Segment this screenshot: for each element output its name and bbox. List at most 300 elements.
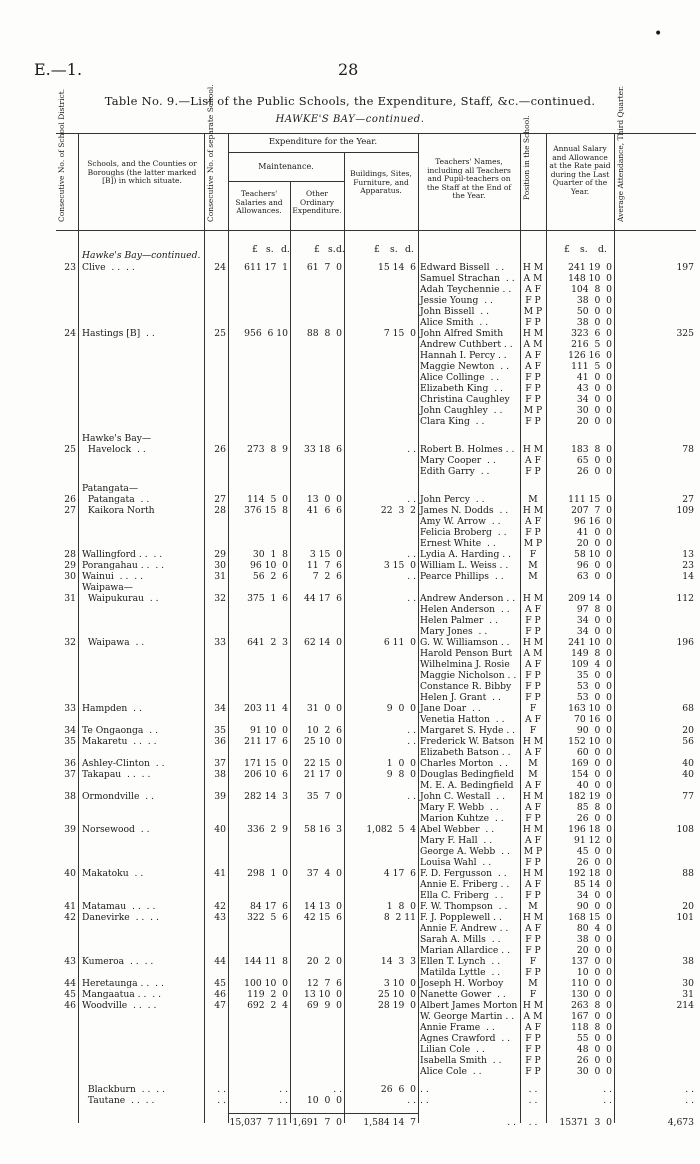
teachers-salaries: 322 5 6 bbox=[247, 912, 288, 923]
teacher-name: Matilda Lyttle . . bbox=[420, 967, 501, 978]
school-name: Te Ongaonga . . bbox=[82, 725, 158, 736]
school-number: . . bbox=[217, 1095, 226, 1106]
teacher-position: M bbox=[528, 758, 538, 769]
teacher-name: Alice Collinge . . bbox=[420, 372, 500, 383]
other-expenditure: 20 2 0 bbox=[306, 956, 342, 967]
other-expenditure: 10 2 6 bbox=[306, 725, 342, 736]
teacher-position: A F bbox=[525, 747, 541, 758]
average-attendance: 112 bbox=[676, 593, 694, 604]
annual-salary: 91 12 0 bbox=[574, 835, 612, 846]
buildings-expenditure: 6 11 0 bbox=[383, 637, 416, 648]
school-number: 31 bbox=[214, 571, 226, 582]
expenditure-rule bbox=[228, 152, 418, 153]
school-name: Ormondville . . bbox=[82, 791, 155, 802]
buildings-expenditure: 9 0 0 bbox=[386, 703, 416, 714]
school-number: 46 bbox=[214, 989, 226, 1000]
teacher-position: H M bbox=[522, 444, 544, 455]
school-name: Hampden . . bbox=[82, 703, 142, 714]
document-reference: E.—1. bbox=[34, 60, 83, 79]
school-name: Havelock . . bbox=[82, 444, 146, 455]
teachers-salaries: 96 10 0 bbox=[250, 560, 288, 571]
other-expenditure: 7 2 6 bbox=[312, 571, 342, 582]
teacher-name: John Caughley . . bbox=[420, 405, 503, 416]
average-attendance: 38 bbox=[682, 956, 694, 967]
teacher-name: Jane Doar . . bbox=[420, 703, 481, 714]
average-attendance: 30 bbox=[682, 978, 694, 989]
total-attendance: 4,673 bbox=[667, 1117, 694, 1128]
school-name: Waipukurau . . bbox=[82, 593, 159, 604]
school-name: Patangata . . bbox=[82, 494, 150, 505]
school-name: Ashley-Clinton . . bbox=[82, 758, 165, 769]
school-name: Wallingford . . . . bbox=[82, 549, 163, 560]
school-name: Patangata— bbox=[82, 483, 139, 494]
header-position: Position in the School. bbox=[522, 115, 531, 200]
average-attendance: 109 bbox=[676, 505, 694, 516]
teacher-position: A F bbox=[525, 284, 541, 295]
school-name: Waipawa . . bbox=[82, 637, 145, 648]
column-rule bbox=[78, 133, 79, 1123]
teacher-name: Lydia A. Harding . . bbox=[420, 549, 512, 560]
buildings-expenditure: . . bbox=[407, 494, 416, 505]
teacher-name: Amy W. Arrow . . bbox=[420, 516, 501, 527]
annual-salary: 26 0 0 bbox=[576, 466, 612, 477]
district-number: 34 bbox=[64, 725, 76, 736]
teacher-position: H M bbox=[522, 637, 544, 648]
teacher-position: M bbox=[528, 571, 538, 582]
teacher-position: A F bbox=[525, 923, 541, 934]
teachers-salaries: 56 2 6 bbox=[252, 571, 288, 582]
district-number: 35 bbox=[64, 736, 76, 747]
teacher-position: F P bbox=[525, 1055, 541, 1066]
teacher-position: A M bbox=[523, 273, 543, 284]
total-position-placeholder: . . bbox=[528, 1117, 538, 1128]
teachers-salaries: 611 17 1 bbox=[244, 262, 288, 273]
district-number: 28 bbox=[64, 549, 76, 560]
annual-salary: 167 0 0 bbox=[571, 1011, 612, 1022]
annual-salary: 207 7 0 bbox=[571, 505, 612, 516]
teachers-salaries: . . bbox=[279, 1095, 288, 1106]
annual-salary: 104 8 0 bbox=[571, 284, 612, 295]
teachers-salaries: 91 10 0 bbox=[250, 725, 288, 736]
school-number: 45 bbox=[214, 978, 226, 989]
annual-salary: 26 0 0 bbox=[576, 857, 612, 868]
school-number: 39 bbox=[214, 791, 226, 802]
annual-salary: 43 0 0 bbox=[576, 383, 612, 394]
header-other-expenditure: Other Ordinary Expenditure. bbox=[292, 189, 342, 215]
annual-salary: 41 0 0 bbox=[576, 527, 612, 538]
teacher-name: Wilhelmina J. Rosie bbox=[420, 659, 510, 670]
teacher-name: Abel Webber . . bbox=[420, 824, 495, 835]
teacher-name: F. W. Thompson . . bbox=[420, 901, 508, 912]
annual-salary: 26 0 0 bbox=[576, 1055, 612, 1066]
annual-salary: 80 4 0 bbox=[576, 923, 612, 934]
teacher-name: Helen J. Grant . . bbox=[420, 692, 501, 703]
other-expenditure: 3 15 0 bbox=[309, 549, 342, 560]
currency-pound: £ bbox=[252, 244, 258, 255]
teacher-position: A M bbox=[523, 648, 543, 659]
teachers-salaries: 119 2 0 bbox=[247, 989, 288, 1000]
teacher-name: John Percy . . bbox=[420, 494, 485, 505]
district-number: 39 bbox=[64, 824, 76, 835]
average-attendance: 20 bbox=[682, 901, 694, 912]
teachers-salaries: 211 17 6 bbox=[244, 736, 288, 747]
teachers-salaries: 114 5 0 bbox=[247, 494, 288, 505]
school-name: Tautane . . . . bbox=[82, 1095, 155, 1106]
teacher-position: F P bbox=[525, 383, 541, 394]
teachers-salaries: 273 8 9 bbox=[247, 444, 288, 455]
school-number: 28 bbox=[214, 505, 226, 516]
annual-salary: . . bbox=[603, 1095, 612, 1106]
annual-salary: 50 0 0 bbox=[576, 306, 612, 317]
annual-salary: 169 0 0 bbox=[571, 758, 612, 769]
school-name: Porangahau . . . . bbox=[82, 560, 165, 571]
annual-salary: 118 8 0 bbox=[571, 1022, 612, 1033]
school-number: 44 bbox=[214, 956, 226, 967]
average-attendance: 27 bbox=[682, 494, 694, 505]
teachers-salaries: 171 15 0 bbox=[244, 758, 288, 769]
other-expenditure: 25 10 0 bbox=[304, 736, 342, 747]
teacher-position: H M bbox=[522, 505, 544, 516]
annual-salary: 182 19 0 bbox=[568, 791, 612, 802]
table-title: Table No. 9.—List of the Public Schools, the Expenditure, Staff, &c.—continued. bbox=[104, 94, 596, 108]
annual-salary: 30 0 0 bbox=[576, 1066, 612, 1077]
annual-salary: 152 10 0 bbox=[568, 736, 612, 747]
teacher-position: M bbox=[528, 494, 538, 505]
other-expenditure: 88 8 0 bbox=[306, 328, 342, 339]
teacher-position: M P bbox=[523, 405, 543, 416]
average-attendance: 214 bbox=[676, 1000, 694, 1011]
teachers-salaries: 376 15 8 bbox=[244, 505, 288, 516]
teacher-position: A F bbox=[525, 361, 541, 372]
teacher-position: A F bbox=[525, 802, 541, 813]
teacher-name: Alice Smith . . bbox=[420, 317, 489, 328]
teachers-salaries: 144 11 8 bbox=[244, 956, 288, 967]
school-name: Matamau . . . . bbox=[82, 901, 156, 912]
buildings-expenditure: 1 0 0 bbox=[386, 758, 416, 769]
school-name: Hawke's Bay— bbox=[82, 433, 152, 444]
school-number: 25 bbox=[214, 328, 226, 339]
teacher-name: Douglas Bedingfield bbox=[420, 769, 514, 780]
header-teachers-salaries: Teachers' Salaries and Allowances. bbox=[235, 189, 283, 215]
buildings-expenditure: . . bbox=[407, 1095, 416, 1106]
annual-salary: 130 0 0 bbox=[571, 989, 612, 1000]
school-name: Blackburn . . . . bbox=[82, 1084, 166, 1095]
annual-salary: 323 6 0 bbox=[571, 328, 612, 339]
annual-salary: 192 18 0 bbox=[568, 868, 612, 879]
teacher-name: Charles Morton . . bbox=[420, 758, 508, 769]
annual-salary: 90 0 0 bbox=[576, 725, 612, 736]
teacher-name: John Bissell . . bbox=[420, 306, 490, 317]
teacher-name: Joseph H. Worboy bbox=[420, 978, 504, 989]
district-number: 24 bbox=[64, 328, 76, 339]
teachers-salaries: . . bbox=[279, 1084, 288, 1095]
school-name: Kaikora North bbox=[82, 505, 155, 516]
buildings-expenditure: . . bbox=[407, 725, 416, 736]
teacher-name: Louisa Wahl . . bbox=[420, 857, 492, 868]
school-number: 40 bbox=[214, 824, 226, 835]
annual-salary: 263 8 0 bbox=[571, 1000, 612, 1011]
annual-salary: 10 0 0 bbox=[576, 967, 612, 978]
currency-pence: d. bbox=[598, 244, 607, 255]
teacher-position: F P bbox=[525, 670, 541, 681]
district-number: 33 bbox=[64, 703, 76, 714]
teachers-salaries: 298 1 0 bbox=[247, 868, 288, 879]
currency-shilling: s. bbox=[390, 244, 398, 255]
table-subtitle: HAWKE'S BAY—continued. bbox=[275, 114, 425, 125]
annual-salary: 20 0 0 bbox=[576, 945, 612, 956]
teacher-position: H M bbox=[522, 791, 544, 802]
teacher-name: Sarah A. Mills . . bbox=[420, 934, 501, 945]
margin-mark: • bbox=[654, 26, 663, 42]
teacher-name: Andrew Anderson . . bbox=[420, 593, 516, 604]
teacher-name: Constance R. Bibby bbox=[420, 681, 512, 692]
teacher-name: Maggie Nicholson . . bbox=[420, 670, 517, 681]
school-name: Norsewood . . bbox=[82, 824, 150, 835]
column-rule bbox=[228, 133, 229, 1123]
totals-rule bbox=[228, 1113, 418, 1114]
annual-salary: 41 0 0 bbox=[576, 372, 612, 383]
header-maintenance: Maintenance. bbox=[258, 162, 314, 171]
total-buildings: 1,584 14 7 bbox=[363, 1117, 416, 1128]
header-bottom-rule bbox=[56, 230, 696, 231]
school-name: Woodville . . . . bbox=[82, 1000, 157, 1011]
teacher-name: Pearce Phillips . . bbox=[420, 571, 504, 582]
annual-salary: 241 10 0 bbox=[568, 637, 612, 648]
buildings-expenditure: 28 19 0 bbox=[378, 1000, 416, 1011]
teacher-name: Christina Caughley bbox=[420, 394, 510, 405]
annual-salary: 48 0 0 bbox=[576, 1044, 612, 1055]
annual-salary: 183 8 0 bbox=[571, 444, 612, 455]
annual-salary: 216 5 0 bbox=[571, 339, 612, 350]
teacher-position: F P bbox=[525, 967, 541, 978]
average-attendance: 325 bbox=[676, 328, 694, 339]
teacher-name: Albert James Morton bbox=[420, 1000, 518, 1011]
average-attendance: 31 bbox=[682, 989, 694, 1000]
other-expenditure: 10 0 0 bbox=[306, 1095, 342, 1106]
header-teachers-names: Teachers' Names, including all Teachers and Pupil-teachers on the Staff at the End of the Year. bbox=[426, 157, 512, 200]
teacher-name: Lilian Cole . . bbox=[420, 1044, 485, 1055]
school-number: 41 bbox=[214, 868, 226, 879]
teacher-position: F P bbox=[525, 934, 541, 945]
teacher-name: Frederick W. Batson bbox=[420, 736, 515, 747]
annual-salary: 137 0 0 bbox=[571, 956, 612, 967]
school-number: 47 bbox=[214, 1000, 226, 1011]
teacher-name: Marion Kuhtze . . bbox=[420, 813, 504, 824]
school-name: Waipawa— bbox=[82, 582, 133, 593]
buildings-expenditure: 8 2 11 bbox=[383, 912, 416, 923]
teacher-name: Isabella Smith . . bbox=[420, 1055, 502, 1066]
district-number: 29 bbox=[64, 560, 76, 571]
annual-salary: 45 0 0 bbox=[576, 846, 612, 857]
district-number: 42 bbox=[64, 912, 76, 923]
teacher-position: M P bbox=[523, 306, 543, 317]
currency-pound: £ bbox=[314, 244, 320, 255]
teacher-position: M bbox=[528, 978, 538, 989]
average-attendance: 77 bbox=[682, 791, 694, 802]
teacher-name: Hannah I. Percy . . bbox=[420, 350, 507, 361]
average-attendance: . . bbox=[685, 1095, 694, 1106]
currency-shilling: s. bbox=[580, 244, 588, 255]
school-name: Kumeroa . . . . bbox=[82, 956, 154, 967]
school-number: 35 bbox=[214, 725, 226, 736]
total-other: 1,691 7 0 bbox=[292, 1117, 342, 1128]
school-name: Mangaatua . . . . bbox=[82, 989, 162, 1000]
buildings-expenditure: 14 3 3 bbox=[380, 956, 416, 967]
annual-salary: 126 16 0 bbox=[568, 350, 612, 361]
teacher-position: F bbox=[529, 956, 537, 967]
average-attendance: 20 bbox=[682, 725, 694, 736]
currency-pence: d. bbox=[336, 244, 345, 255]
teacher-position: M P bbox=[523, 538, 543, 549]
school-name: Hawke's Bay—continued. bbox=[82, 250, 201, 261]
annual-salary: 38 0 0 bbox=[576, 295, 612, 306]
teacher-position: H M bbox=[522, 328, 544, 339]
teacher-name: Robert B. Holmes . . bbox=[420, 444, 515, 455]
district-number: 45 bbox=[64, 989, 76, 1000]
teacher-position: A F bbox=[525, 714, 541, 725]
school-number: 36 bbox=[214, 736, 226, 747]
buildings-expenditure: 3 15 0 bbox=[383, 560, 416, 571]
average-attendance: 14 bbox=[682, 571, 694, 582]
teacher-name: John Alfred Smith bbox=[420, 328, 504, 339]
school-number: 34 bbox=[214, 703, 226, 714]
header-buildings: Buildings, Sites, Furniture, and Apparatus. bbox=[350, 169, 412, 195]
teacher-name: Elizabeth King . . bbox=[420, 383, 503, 394]
teacher-position: H M bbox=[522, 1000, 544, 1011]
other-expenditure: 69 9 0 bbox=[306, 1000, 342, 1011]
teacher-name: F. D. Fergusson . . bbox=[420, 868, 507, 879]
currency-shilling: s. bbox=[266, 244, 274, 255]
teacher-position: F P bbox=[525, 1066, 541, 1077]
teacher-name: Clara King . . bbox=[420, 416, 485, 427]
teacher-position: F P bbox=[525, 372, 541, 383]
total-teacher-placeholder: . . bbox=[507, 1117, 516, 1128]
teacher-name: Nanette Gower . . bbox=[420, 989, 506, 1000]
teacher-position: F bbox=[529, 725, 537, 736]
school-number: 38 bbox=[214, 769, 226, 780]
school-name: Makatoku . . bbox=[82, 868, 144, 879]
district-number: 25 bbox=[64, 444, 76, 455]
teacher-position: F P bbox=[525, 681, 541, 692]
header-annual-salary: Annual Salary and Allowance at the Rate paid during the Last Quarter of the Year. bbox=[549, 144, 611, 196]
teachers-salaries: 100 10 0 bbox=[244, 978, 288, 989]
teacher-name: Venetia Hatton . . bbox=[420, 714, 505, 725]
currency-shilling: s. bbox=[328, 244, 336, 255]
teacher-name: Alice Cole . . bbox=[420, 1066, 482, 1077]
school-number: 32 bbox=[214, 593, 226, 604]
annual-salary: 149 8 0 bbox=[571, 648, 612, 659]
header-schools: Schools, and the Counties or Boroughs (the latter marked [B]) in which situate. bbox=[87, 159, 197, 185]
annual-salary: 34 0 0 bbox=[576, 615, 612, 626]
average-attendance: 101 bbox=[676, 912, 694, 923]
school-name: Danevirke . . . . bbox=[82, 912, 159, 923]
teachers-salaries: 203 11 4 bbox=[244, 703, 288, 714]
teacher-name: Ellen T. Lynch . . bbox=[420, 956, 501, 967]
district-number: 30 bbox=[64, 571, 76, 582]
annual-salary: 111 5 0 bbox=[571, 361, 612, 372]
other-expenditure: 13 0 0 bbox=[306, 494, 342, 505]
buildings-expenditure: . . bbox=[407, 571, 416, 582]
school-number: . . bbox=[217, 1084, 226, 1095]
currency-pence: d. bbox=[405, 244, 414, 255]
school-name: Wainui . . . . bbox=[82, 571, 144, 582]
annual-salary: 109 4 0 bbox=[571, 659, 612, 670]
district-number: 27 bbox=[64, 505, 76, 516]
other-expenditure: 33 18 6 bbox=[304, 444, 342, 455]
page-number: 28 bbox=[338, 60, 359, 79]
district-number: 44 bbox=[64, 978, 76, 989]
annual-salary: 97 8 0 bbox=[576, 604, 612, 615]
annual-salary: 20 0 0 bbox=[576, 538, 612, 549]
teacher-position: . . bbox=[528, 1084, 538, 1095]
teacher-name: M. E. A. Bedingfield bbox=[420, 780, 514, 791]
teachers-salaries: 956 6 10 bbox=[244, 328, 288, 339]
teacher-position: A F bbox=[525, 455, 541, 466]
average-attendance: 56 bbox=[682, 736, 694, 747]
school-name: Takapau . . . . bbox=[82, 769, 151, 780]
teacher-position: A F bbox=[525, 780, 541, 791]
annual-salary: 85 8 0 bbox=[576, 802, 612, 813]
teachers-salaries: 375 1 6 bbox=[247, 593, 288, 604]
district-number: 43 bbox=[64, 956, 76, 967]
average-attendance: 23 bbox=[682, 560, 694, 571]
teacher-position: H M bbox=[522, 868, 544, 879]
school-name: Clive . . . . bbox=[82, 262, 135, 273]
teacher-name: Harold Penson Burt bbox=[420, 648, 513, 659]
school-name: Makaretu . . . . bbox=[82, 736, 157, 747]
teacher-position: F P bbox=[525, 890, 541, 901]
other-expenditure: 58 16 3 bbox=[304, 824, 342, 835]
annual-salary: 148 10 0 bbox=[568, 273, 612, 284]
currency-pound: £ bbox=[564, 244, 570, 255]
annual-salary: 70 16 0 bbox=[574, 714, 612, 725]
teacher-name: Elizabeth Batson . . bbox=[420, 747, 511, 758]
teacher-position: H M bbox=[522, 736, 544, 747]
annual-salary: 60 0 0 bbox=[576, 747, 612, 758]
teacher-position: A M bbox=[523, 339, 543, 350]
school-name: Heretaunga . . . . bbox=[82, 978, 164, 989]
other-expenditure: 35 7 0 bbox=[306, 791, 342, 802]
annual-salary: 111 15 0 bbox=[568, 494, 612, 505]
school-name: Hastings [B] . . bbox=[82, 328, 155, 339]
teacher-name: Agnes Crawford . . bbox=[420, 1033, 511, 1044]
teacher-position: F P bbox=[525, 527, 541, 538]
teacher-name: W. George Martin . . bbox=[420, 1011, 515, 1022]
teachers-salaries: 692 2 4 bbox=[247, 1000, 288, 1011]
teacher-name: James N. Dodds . . bbox=[420, 505, 509, 516]
teacher-position: F P bbox=[525, 857, 541, 868]
other-expenditure: 21 17 0 bbox=[304, 769, 342, 780]
annual-salary: 96 16 0 bbox=[574, 516, 612, 527]
district-number: 32 bbox=[64, 637, 76, 648]
teachers-salaries: 30 1 8 bbox=[252, 549, 288, 560]
teacher-position: F P bbox=[525, 416, 541, 427]
school-number: 29 bbox=[214, 549, 226, 560]
annual-salary: 35 0 0 bbox=[576, 670, 612, 681]
teacher-position: F bbox=[529, 703, 537, 714]
teacher-position: A F bbox=[525, 879, 541, 890]
teacher-name: Helen Palmer . . bbox=[420, 615, 498, 626]
annual-salary: 58 10 0 bbox=[574, 549, 612, 560]
buildings-expenditure: 26 6 0 bbox=[380, 1084, 416, 1095]
teacher-position: A F bbox=[525, 835, 541, 846]
annual-salary: 96 0 0 bbox=[576, 560, 612, 571]
other-expenditure: 41 6 6 bbox=[306, 505, 342, 516]
annual-salary: 209 14 0 bbox=[568, 593, 612, 604]
teacher-position: F P bbox=[525, 626, 541, 637]
other-expenditure: 44 17 6 bbox=[304, 593, 342, 604]
district-number: 31 bbox=[64, 593, 76, 604]
